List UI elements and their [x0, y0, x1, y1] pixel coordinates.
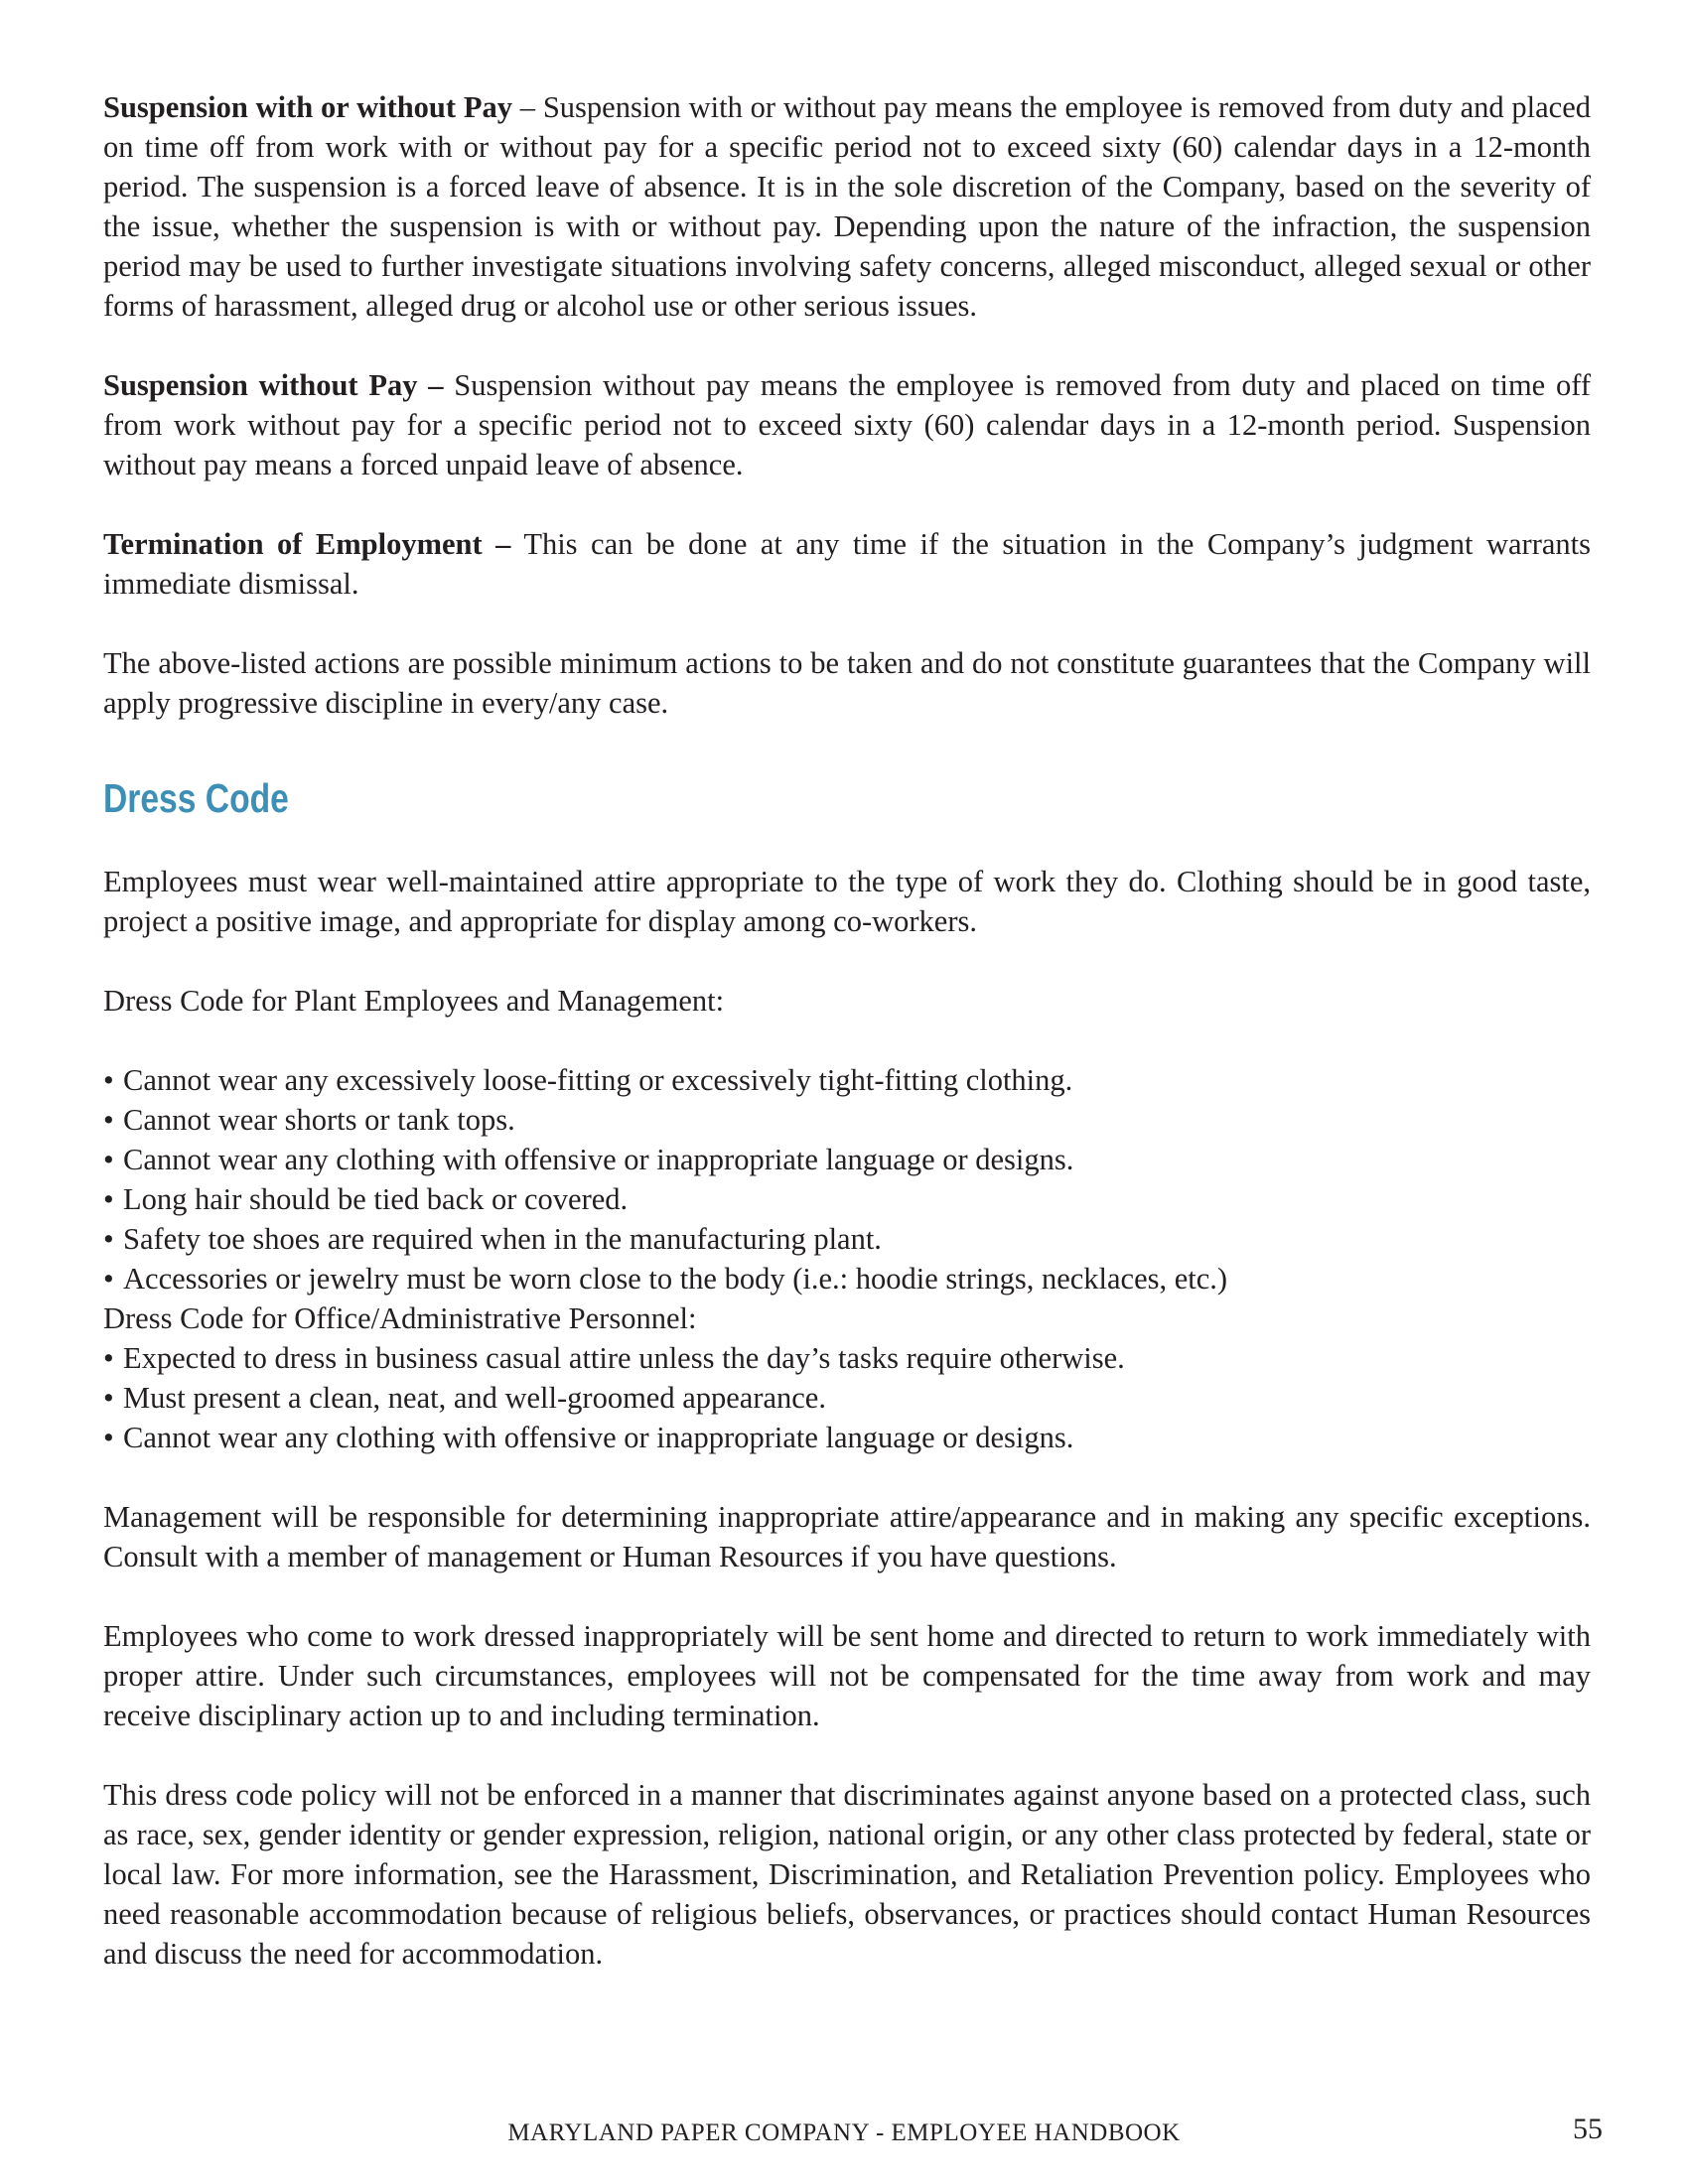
- suspension-with-or-without-pay-label: Suspension with or without Pay: [103, 90, 512, 124]
- plant-dress-code-heading: Dress Code for Plant Employees and Management:: [103, 984, 725, 1018]
- termination-of-employment-text: This can be done at any time if the situation in the Company’s judgment warrants immediate dismissal.: [103, 527, 1591, 601]
- list-item-text: Cannot wear shorts or tank tops.: [123, 1103, 515, 1137]
- list-item: [103, 1140, 1591, 1179]
- dress-code-lists: [103, 1060, 1591, 1457]
- list-item: [103, 1179, 1591, 1219]
- page-body: [103, 87, 1591, 2013]
- bullet-icon: •: [103, 1381, 114, 1415]
- suspension-with-or-without-pay-text: – Suspension with or without pay means the employee is removed from duty and placed on time off from work with or without pay for a specific period not to exceed sixty (60) calendar days in a 12-month period. The suspension is a forced leave of absence. It is in the sole discretion of the Company, based on the severity of the issue, whether the suspension is with or without pay. Depending upon the nature of the infraction, the suspension period may be used to further investigate situations involving safety concerns, alleged misconduct, alleged sexual or other forms of harassment, alleged drug or alcohol use or other serious issues.: [103, 90, 1591, 323]
- bullet-icon: •: [103, 1182, 114, 1216]
- bullet-icon: •: [103, 1262, 114, 1296]
- page-number: 55: [1573, 2113, 1603, 2145]
- above-listed-actions-paragraph: The above-listed actions are possible minimum actions to be taken and do not constitute guarantees that the Company will apply progressive discipline in every/any case.: [103, 646, 1591, 720]
- list-item: [103, 1060, 1591, 1100]
- list-item-text: Safety toe shoes are required when in the manufacturing plant.: [123, 1222, 882, 1256]
- list-item-text: Cannot wear any excessively loose-fitting or excessively tight-fitting clothing.: [123, 1063, 1073, 1097]
- management-responsibility-paragraph: Management will be responsible for determining inappropriate attire/appearance and in making any specific exceptions. Consult with a member of management or Human Resources if you have questions.: [103, 1500, 1591, 1573]
- office-dress-code-list: [103, 1338, 1591, 1457]
- bullet-icon: •: [103, 1143, 114, 1176]
- list-item-text: Expected to dress in business casual attire unless the day’s tasks require otherwise.: [123, 1341, 1125, 1375]
- list-item-text: Accessories or jewelry must be worn close to the body (i.e.: hoodie strings, necklaces, etc.): [123, 1262, 1228, 1296]
- suspension-without-pay-text: Suspension without pay means the employee is removed from duty and placed on time off from work without pay for a specific period not to exceed sixty (60) calendar days in a 12-month period. Suspension without pay means a forced unpaid leave of absence.: [103, 368, 1591, 481]
- list-item: [103, 1418, 1591, 1457]
- list-item: [103, 1259, 1591, 1298]
- bullet-icon: •: [103, 1222, 114, 1256]
- office-dress-code-heading: Dress Code for Office/Administrative Personnel:: [103, 1301, 697, 1335]
- sent-home-paragraph: Employees who come to work dressed inappropriately will be sent home and directed to return to work immediately with proper attire. Under such circumstances, employees will not be compensated for the time away from work and may receive disciplinary action up to and including termination.: [103, 1619, 1591, 1732]
- termination-of-employment-label: Termination of Employment –: [103, 527, 511, 561]
- list-item-text: Cannot wear any clothing with offensive or inappropriate language or designs.: [123, 1143, 1074, 1176]
- list-item-text: Must present a clean, neat, and well-groomed appearance.: [123, 1381, 826, 1415]
- plant-dress-code-list: [103, 1060, 1591, 1298]
- bullet-icon: •: [103, 1421, 114, 1454]
- list-item-text: Cannot wear any clothing with offensive or inappropriate language or designs.: [123, 1421, 1074, 1454]
- suspension-without-pay-paragraph: [103, 365, 1591, 484]
- bullet-icon: •: [103, 1341, 114, 1375]
- termination-of-employment-paragraph: [103, 524, 1591, 604]
- suspension-with-or-without-pay-paragraph: [103, 87, 1591, 326]
- list-item: [103, 1378, 1591, 1418]
- list-item: [103, 1100, 1591, 1140]
- footer-handbook-title: MARYLAND PAPER COMPANY - EMPLOYEE HANDBOOK: [507, 2119, 1181, 2146]
- bullet-icon: •: [103, 1103, 114, 1137]
- list-item: [103, 1219, 1591, 1259]
- dress-code-intro-paragraph: Employees must wear well-maintained attire appropriate to the type of work they do. Clothing should be in good taste, project a positive image, and appropriate for display among co-workers.: [103, 865, 1591, 938]
- suspension-without-pay-label: Suspension without Pay –: [103, 368, 444, 402]
- bullet-icon: •: [103, 1063, 114, 1097]
- list-item: [103, 1338, 1591, 1378]
- list-item-text: Long hair should be tied back or covered.: [123, 1182, 629, 1216]
- dress-code-heading: Dress Code: [103, 775, 289, 821]
- nondiscrimination-paragraph: This dress code policy will not be enforced in a manner that discriminates against anyone based on a protected class, such as race, sex, gender identity or gender expression, religion, national origin, or any other class protected by federal, state or local law. For more information, see the Harassment, Discrimination, and Retaliation Prevention policy. Employees who need reasonable accommodation because of religious beliefs, observances, or practices should contact Human Resources and discuss the need for accommodation.: [103, 1778, 1591, 1971]
